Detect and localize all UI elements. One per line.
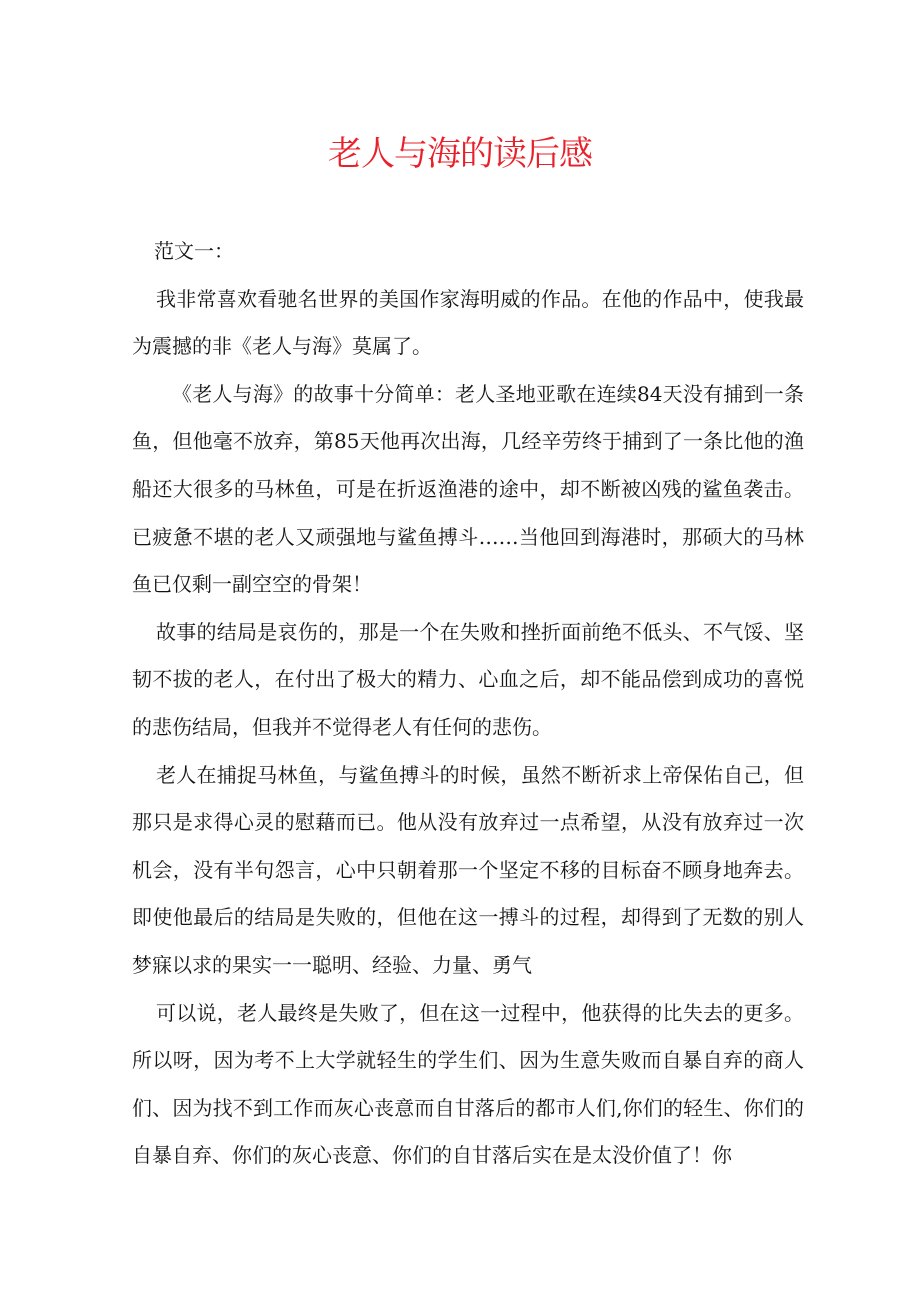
document-body	[132, 228, 804, 1180]
paragraph: 老人在捕捉马林鱼，与鲨鱼搏斗的时候，虽然不断祈求上帝保佑自己，但那只是求得心灵的慰藉而已。他从没有放弃过一点希望，从没有放弃过一次机会，没有半句怨言，心中只朝着那一个坚定不移的目标奋不顾身地奔去。即使他最后的结局是失败的，但他在这一搏斗的过程，却得到了无数的别人梦寐以求的果实一一聪明、经验、力量、勇气	[132, 762, 804, 977]
paragraph: 可以说，老人最终是失败了，但在这一过程中，他获得的比失去的更多。所以呀，因为考不上大学就轻生的学生们、因为生意失败而自暴自弃的商人们、因为找不到工作而灰心丧意而自甘落后的都市人们,你们的轻生、你们的自暴自弃、你们的灰心丧意、你们的自甘落后实在是太没价值了！你	[132, 1000, 804, 1168]
paragraph: 故事的结局是哀伤的，那是一个在失败和挫折面前绝不低头、不气馁、坚韧不拔的老人，在付出了极大的精力、心血之后，却不能品偿到成功的喜悦的悲伤结局，但我并不觉得老人有任何的悲伤。	[132, 619, 804, 739]
paragraph: 我非常喜欢看驰名世界的美国作家海明威的作品。在他的作品中，使我最为震撼的非《老人与海》莫属了。	[132, 286, 804, 359]
paragraph-label: 范文一：	[154, 239, 234, 263]
paragraph: 《老人与海》的故事十分简单：老人圣地亚歌在连续84天没有捕到一条鱼，但他毫不放弃，第85天他再次出海，几经辛劳终于捕到了一条比他的渔船还大很多的马林鱼，可是在折返渔港的途中，却不断被凶残的鲨鱼袭击。已疲惫不堪的老人又顽强地与鲨鱼搏斗……当他回到海港时，那硕大的马林鱼已仅剩一副空空的骨架！	[132, 381, 804, 597]
document-title: 老人与海的读后感	[328, 134, 592, 174]
